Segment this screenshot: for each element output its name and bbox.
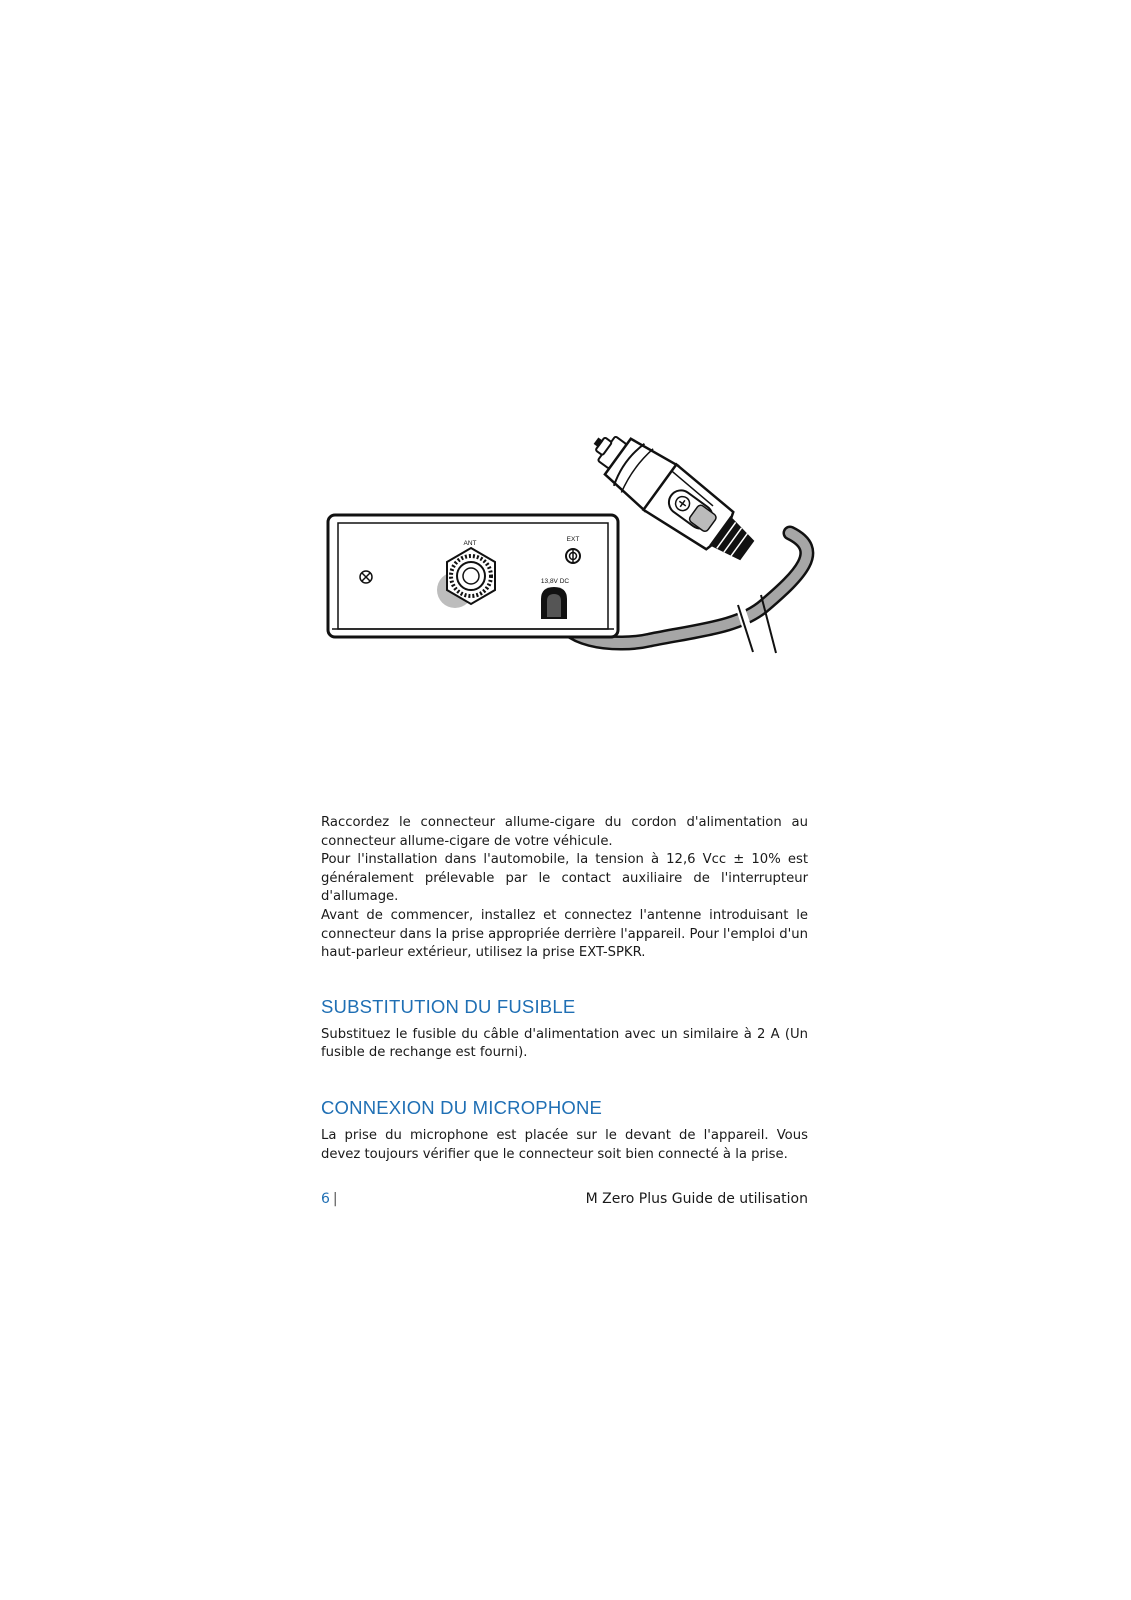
ext-jack-icon bbox=[566, 549, 580, 563]
fuse-section-heading: SUBSTITUTION DU FUSIBLE bbox=[321, 995, 576, 1017]
page-content bbox=[321, 814, 808, 1164]
ext-label: EXT bbox=[566, 536, 580, 543]
body-paragraph-2: Pour l'installation dans l'automobile, la tension à 12,6 Vcc ± 10% est généralement prélevable par le contact auxiliaire de l'interrupteur d'allumage. bbox=[321, 852, 808, 905]
power-label: 13,8V DC bbox=[540, 578, 570, 585]
connection-diagram bbox=[320, 415, 820, 677]
body-paragraph-3: Avant de commencer, installez et connectez l'antenne introduisant le connecteur dans la prise appropriée derrière l'appareil. Pour l'emploi d'un haut-parleur extérieur, utilisez la prise EXT-SPKR. bbox=[321, 907, 808, 961]
fuse-section-text: Substituez le fusible du câble d'alimentation avec un similaire à 2 A (Un fusible de rechange est fourni). bbox=[321, 1026, 808, 1061]
footer-separator: | bbox=[332, 1191, 338, 1207]
mic-section-heading: CONNEXION DU MICROPHONE bbox=[321, 1096, 603, 1118]
document-title: M Zero Plus Guide de utilisation bbox=[585, 1191, 808, 1207]
mic-section-text: La prise du microphone est placée sur le devant de l'appareil. Vous devez toujours vérifier que le connecteur soit bien connecté à la prise. bbox=[321, 1127, 808, 1162]
screw-icon bbox=[360, 571, 372, 583]
ant-label: ANT bbox=[463, 540, 477, 547]
page-number: 6 bbox=[321, 1191, 330, 1207]
page-footer bbox=[321, 1190, 808, 1208]
body-paragraph-1: Raccordez le connecteur allume-cigare du cordon d'alimentation au connecteur allume-cigare de votre véhicule. bbox=[321, 815, 808, 849]
